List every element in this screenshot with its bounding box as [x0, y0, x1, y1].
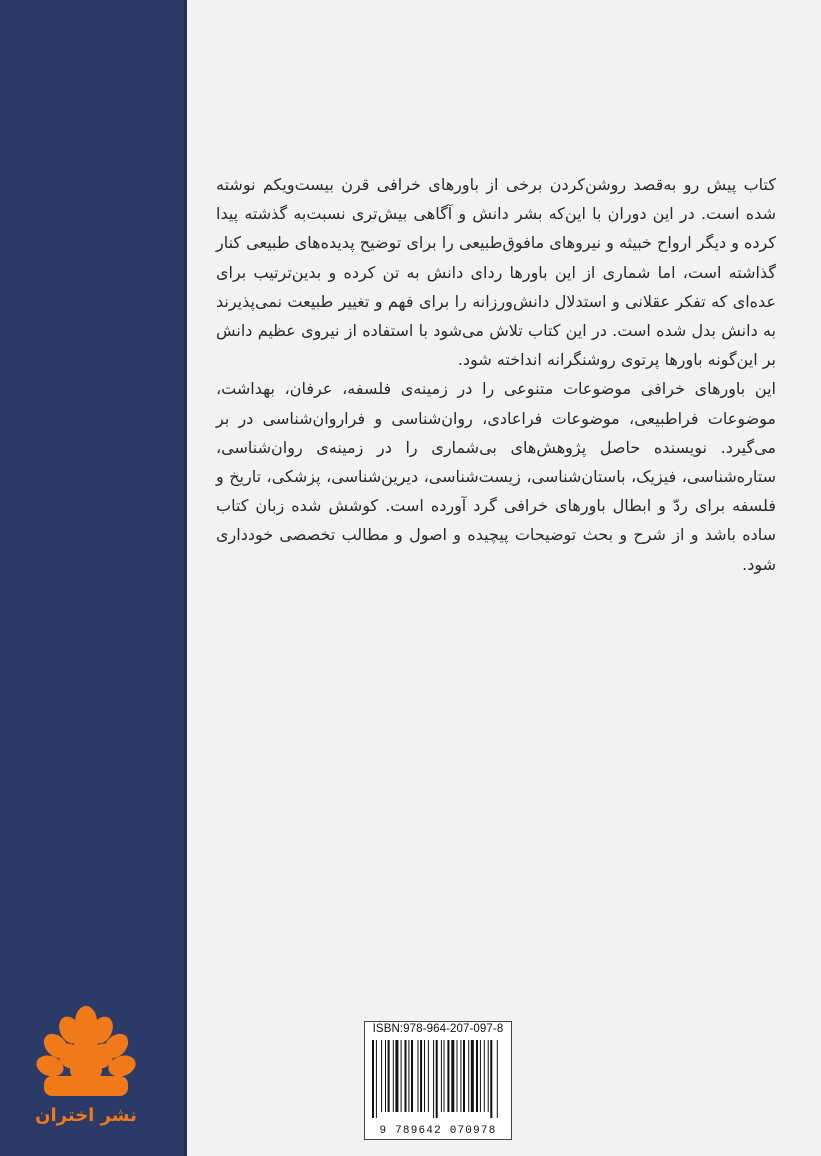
isbn-barcode-box: [364, 1021, 512, 1140]
book-spine: [0, 0, 187, 1156]
barcode-digits: 9 789642 070978: [379, 1125, 497, 1137]
barcode-graphic: [371, 1040, 506, 1128]
blurb-paragraph-1: کتاب پیش رو به‌قصد روشن‌کردن برخی از باورهای خرافی قرن بیست‌ویکم نوشته شده است. در این دوران با این‌که بشر دانش و آگاهی بیش‌تری نسبت‌به گذشته پیدا کرده و دیگر ارواح خبیثه و نیروهای مافوق‌طبیعی را برای توضیح پدیده‌های طبیعی کنار گذاشته است، اما شماری از این باورها ردای دانش به تن کرده و بدین‌ترتیب برای عده‌ای که تفکر عقلانی و استدلال دانش‌ورزانه را برای فهم و تغییر طبیعت نمی‌پذیرند به دانش بدل شده است. در این کتاب تلاش می‌شود با استفاده از نیروی عظیم دانش بر این‌گونه باورها پرتوی روشنگرانه انداخته شود.: [216, 175, 776, 370]
orange-flower-logo-icon: [36, 1002, 136, 1114]
publisher-name: نشر اختران: [35, 1105, 137, 1126]
isbn-label: ISBN:978-964-207-097-8: [372, 1023, 504, 1035]
blurb-paragraph-2: این باورهای خرافی موضوعات متنوعی را در زمینه‌ی فلسفه، عرفان، بهداشت، موضوعات فراطبیعی، موضوعات فراعادی، روان‌شناسی و فراروان‌شناسی در بر می‌گیرد. نویسنده حاصل پژوهش‌های بی‌شماری را در زمینه‌ی روان‌شناسی، ستاره‌شناسی، فیزیک، باستان‌شناسی، زیست‌شناسی، دیرین‌شناسی، پزشکی، تاریخ و فلسفه برای ردّ و ابطال باورهای خرافی گرد آورده است. کوشش شده زبان کتاب ساده باشد و از شرح و بحث توضیحات پیچیده و اصول و مطالب تخصصی خودداری شود.: [216, 379, 776, 574]
back-cover-blurb: [216, 170, 776, 579]
